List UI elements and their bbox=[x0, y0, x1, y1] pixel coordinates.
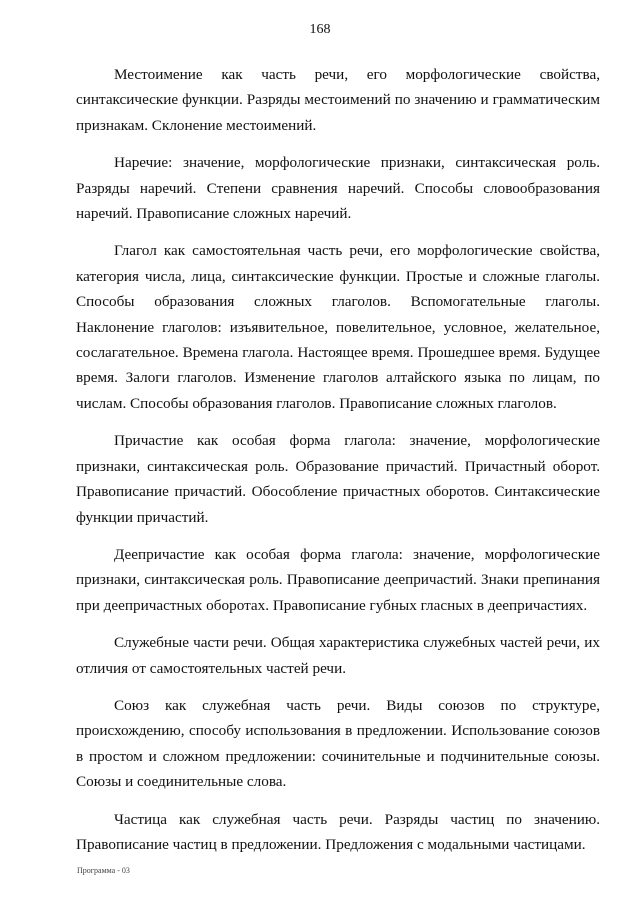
paragraph-adverb: Наречие: значение, морфологические признаки, синтаксическая роль. Разряды наречий. Степени сравнения наречий. Способы словообразования наречий. Правописание сложных наречий. bbox=[76, 154, 600, 223]
page-number: 168 bbox=[309, 22, 331, 37]
paragraph-participle: Причастие как особая форма глагола: значение, морфологические признаки, синтаксическая роль. Образование причастий. Причастный оборот. Правописание причастий. Обособление причастных оборотов. Синтаксические функции причастий. bbox=[76, 432, 600, 526]
paragraph-particle: Частица как служебная часть речи. Разряды частиц по значению. Правописание частиц в предложении. Предложения с модальными частицами. bbox=[76, 810, 600, 853]
document-body bbox=[76, 62, 600, 869]
paragraph-conjunction: Союз как служебная часть речи. Виды союзов по структуре, происхождению, способу использования в предложении. Использование союзов в простом и сложном предложении: сочинительные и подчинительные союзы. Союзы и соединительные слова. bbox=[76, 696, 600, 791]
paragraph-function-words: Служебные части речи. Общая характеристика служебных частей речи, их отличия от самостоятельных частей речи. bbox=[76, 634, 600, 677]
paragraph-verb: Глагол как самостоятельная часть речи, его морфологические свойства, категория числа, лица, синтаксические функции. Простые и сложные глаголы. Способы образования сложных глаголов. Вспомогательные глаголы. Наклонение глаголов: изъявительное, повелительное, условное, желательное, сослагательное. Времена глагола. Настоящее время. Прошедшее время. Будущее время. Залоги глаголов. Изменение глаголов алтайского языка по лицам, по числам. Способы образования глаголов. Правописание сложных глаголов. bbox=[76, 242, 600, 412]
paragraph-gerund: Деепричастие как особая форма глагола: значение, морфологические признаки, синтаксическая роль. Правописание деепричастий. Знаки препинания при деепричастных оборотах. Правописание губных гласных в деепричастиях. bbox=[76, 545, 600, 614]
paragraph-pronoun: Местоимение как часть речи, его морфологические свойства, синтаксические функции. Разряды местоимений по значению и грамматическим признакам. Склонение местоимений. bbox=[76, 66, 600, 134]
page-footer: Программа - 03 bbox=[77, 866, 130, 875]
